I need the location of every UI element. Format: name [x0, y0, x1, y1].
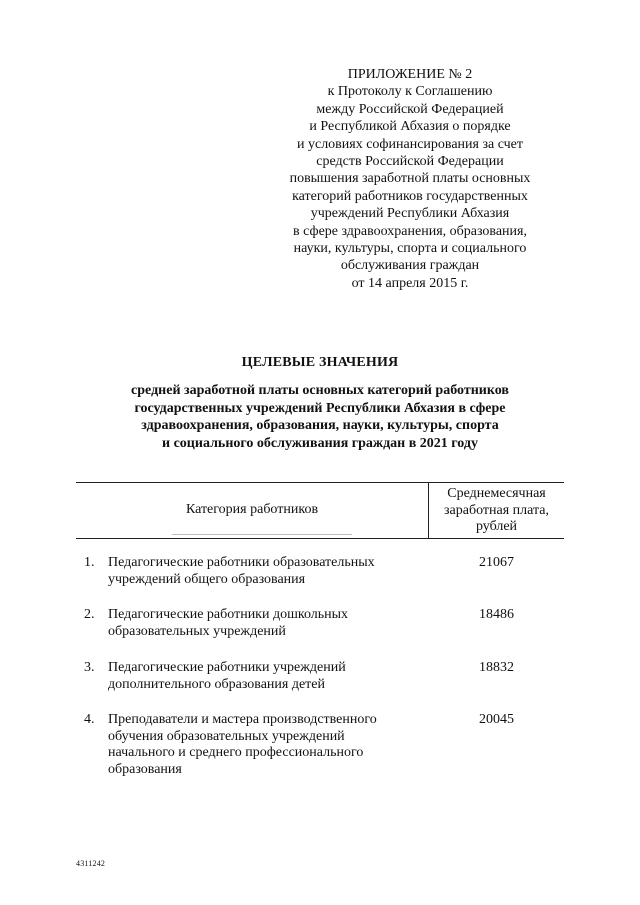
row-category-line: обучения образовательных учреждений [108, 728, 345, 744]
row-category-line: Преподаватели и мастера производственного [108, 712, 377, 727]
appendix-line: науки, культуры, спорта и социального [293, 241, 527, 257]
appendix-line: категорий работников государственных [292, 188, 528, 204]
row-number: 4. [84, 712, 95, 727]
row-number: 2. [84, 607, 95, 622]
subtitle-line: средней заработной платы основных категорий работников [131, 383, 509, 398]
header-category-underline [172, 534, 352, 535]
row-salary: 18486 [479, 607, 514, 622]
subtitle-line: государственных учреждений Республики Абхазия в сфере [134, 400, 506, 416]
header-bottom-rule [76, 538, 564, 539]
row-number: 1. [84, 555, 95, 570]
row-category [108, 712, 418, 778]
appendix-line: средств Российской Федерации [316, 154, 504, 170]
table-top-rule [76, 482, 564, 483]
row-category-line: образовательных учреждений [108, 623, 286, 639]
document-code: 4311242 [76, 859, 106, 868]
appendix-line: к Протоколу к Соглашению [327, 84, 493, 100]
row-category-line: образования [108, 761, 182, 777]
appendix-line: в сфере здравоохранения, образования, [293, 223, 527, 239]
appendix-line: между Российской Федерацией [316, 101, 504, 117]
header-salary-line: заработная плата, [444, 502, 549, 518]
document-title: ЦЕЛЕВЫЕ ЗНАЧЕНИЯ [241, 355, 399, 370]
appendix-line: и Республикой Абхазия о порядке [309, 119, 511, 135]
appendix-line: учреждений Республики Абхазия [310, 206, 510, 222]
header-salary [429, 486, 564, 536]
row-salary: 21067 [479, 555, 514, 570]
header-category: Категория работников [185, 502, 319, 517]
appendix-line: ПРИЛОЖЕНИЕ № 2 [347, 67, 473, 82]
header-salary-line: рублей [475, 519, 518, 534]
row-category-line: Педагогические работники дошкольных [108, 607, 349, 622]
header-salary-line: Среднемесячная [447, 486, 546, 501]
row-category [108, 660, 418, 693]
row-number: 3. [84, 660, 95, 675]
subtitle-line: здравоохранения, образования, науки, культуры, спорта [141, 418, 499, 433]
row-category-line: начального и среднего профессионального [108, 745, 364, 760]
row-category [108, 607, 418, 640]
appendix-block [280, 66, 540, 292]
row-salary: 18832 [479, 660, 514, 675]
row-category-line: Педагогические работники учреждений [108, 660, 346, 675]
appendix-line: и условиях софинансирования за счет [296, 136, 524, 152]
row-category-line: Педагогические работники образовательных [108, 555, 375, 570]
row-category-line: учреждений общего образования [108, 571, 306, 587]
row-category-line: дополнительного образования детей [108, 676, 325, 692]
row-category [108, 555, 418, 588]
appendix-line: обслуживания граждан [340, 258, 480, 274]
document-subtitle [90, 382, 550, 452]
row-salary: 20045 [479, 712, 514, 727]
appendix-line: повышения заработной платы основных [289, 171, 531, 187]
appendix-line: от 14 апреля 2015 г. [351, 275, 469, 291]
subtitle-line: и социального обслуживания граждан в 2021 году [162, 435, 478, 451]
